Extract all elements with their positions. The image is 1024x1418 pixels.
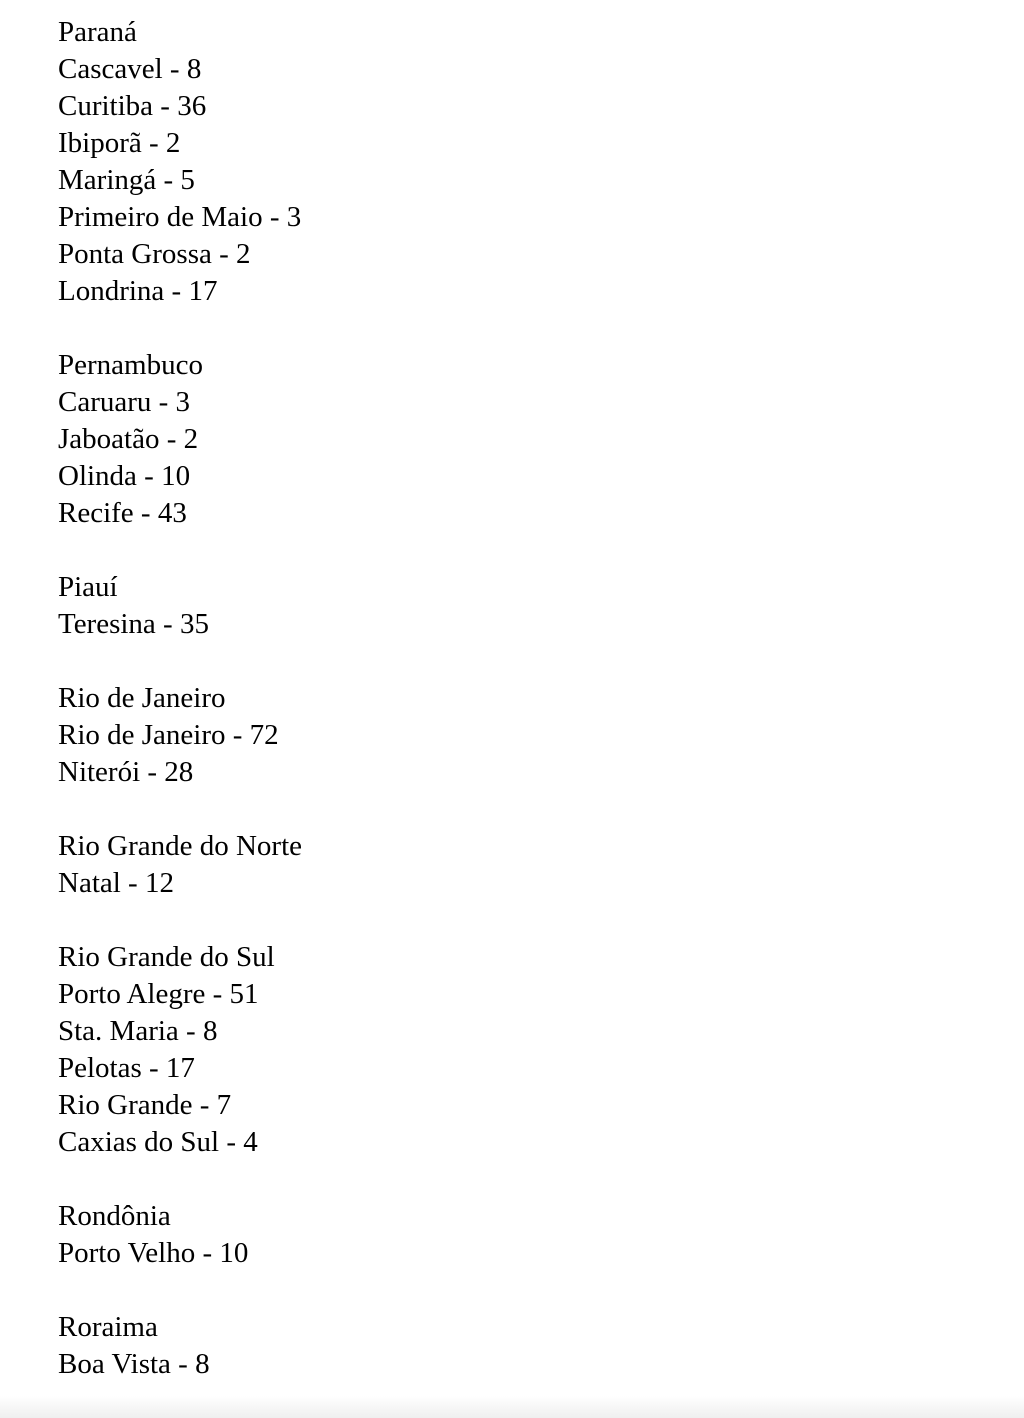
state-group-parana [58, 14, 302, 310]
city-entry: Ponta Grossa - 2 [58, 238, 251, 270]
city-entry: Jaboatão - 2 [58, 423, 199, 455]
city-entry: Curitiba - 36 [58, 90, 207, 122]
city-entry: Olinda - 10 [58, 460, 191, 492]
state-name: Rio de Janeiro [58, 682, 226, 714]
city-entry: Primeiro de Maio - 3 [58, 201, 302, 233]
city-entry: Teresina - 35 [58, 608, 209, 640]
state-name: Rio Grande do Norte [58, 830, 303, 862]
document-body [58, 14, 302, 1383]
state-group-rio-grande-do-sul [58, 939, 302, 1161]
city-entry: Pelotas - 17 [58, 1052, 195, 1084]
state-group-rio-de-janeiro [58, 680, 302, 791]
state-name: Roraima [58, 1311, 158, 1343]
bottom-edge-shadow [0, 1396, 1024, 1418]
city-entry: Rio Grande - 7 [58, 1089, 232, 1121]
city-entry: Cascavel - 8 [58, 53, 202, 85]
state-name: Pernambuco [58, 349, 203, 381]
city-entry: Niterói - 28 [58, 756, 194, 788]
city-entry: Porto Alegre - 51 [58, 978, 259, 1010]
city-entry: Londrina - 17 [58, 275, 218, 307]
state-name: Piauí [58, 571, 118, 603]
city-entry: Boa Vista - 8 [58, 1348, 210, 1380]
city-entry: Maringá - 5 [58, 164, 195, 196]
city-entry: Rio de Janeiro - 72 [58, 719, 279, 751]
state-group-pernambuco [58, 347, 302, 532]
state-group-rondonia [58, 1198, 302, 1272]
state-group-piaui [58, 569, 302, 643]
city-entry: Caruaru - 3 [58, 386, 191, 418]
city-entry: Porto Velho - 10 [58, 1237, 249, 1269]
city-entry: Sta. Maria - 8 [58, 1015, 218, 1047]
city-entry: Caxias do Sul - 4 [58, 1126, 258, 1158]
city-entry: Natal - 12 [58, 867, 174, 899]
state-group-rio-grande-do-norte [58, 828, 302, 902]
state-name: Rio Grande do Sul [58, 941, 275, 973]
city-entry: Recife - 43 [58, 497, 187, 529]
city-entry: Ibiporã - 2 [58, 127, 181, 159]
state-name: Paraná [58, 16, 137, 48]
state-name: Rondônia [58, 1200, 171, 1232]
state-group-roraima [58, 1309, 302, 1383]
